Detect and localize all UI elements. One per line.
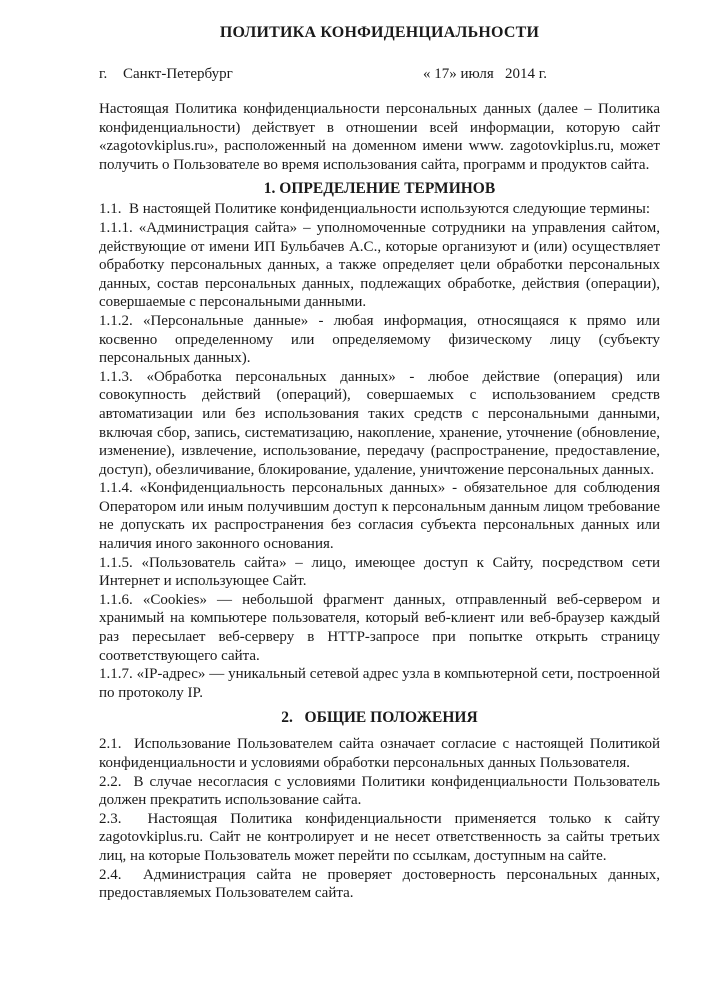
section-heading-general: 2. ОБЩИЕ ПОЛОЖЕНИЯ: [281, 709, 478, 727]
clause-1-1-2: [99, 312, 660, 368]
clause-text: «Администрация сайта» – уполномоченные сотрудники на управления сайтом, действующие от имени ИП Бульбачев А.С., которые организуют и (или) осуществляет обработку персональных данных, а также определяет цели обработки персональных данных, состав персональных данных, подлежащих обработке, действия (операции), совершаемые с персональными данными.: [99, 219, 660, 311]
clause-1-1-7: [99, 665, 660, 702]
clause-1-1-3: [99, 368, 660, 480]
clause-text: Настоящая Политика конфиденциальности применяется только к сайту zagotovkiplus.ru. Сайт не контролирует и не несет ответственность за сайты третьих лиц, на которые Пользователь может перейти по ссылкам, доступным на сайте.: [99, 810, 660, 864]
clause-number: 1.1.7.: [99, 666, 133, 683]
clause-number: 1.1.3.: [99, 368, 133, 385]
clause-2-1: [99, 735, 660, 772]
clause-number: 1.1.5.: [99, 554, 133, 571]
clause-text: В настоящей Политике конфиденциальности используются следующие термины:: [129, 201, 650, 218]
city-name: Санкт-Петербург: [123, 66, 233, 82]
clause-1-1-1: [99, 219, 660, 312]
clause-number: 1.1.: [99, 201, 122, 218]
city-prefix: г.: [99, 66, 108, 82]
clause-text: «Пользователь сайта» – лицо, имеющее доступ к Сайту, посредством сети Интернет и использующее Сайт.: [99, 554, 660, 590]
clause-number: 1.1.4.: [99, 480, 133, 497]
clause-text: «Обработка персональных данных» - любое действие (операция) или совокупность действий (операций), совершаемых с использованием средств автоматизации или без использования таких средств с персональными данными, включая сбор, запись, систематизацию, накопление, хранение, уточнение (обновление, изменение), извлечение, использование, передачу (распространение, предоставление, доступ), обезличивание, блокирование, удаление, уничтожение персональных данных.: [99, 368, 660, 478]
clause-number: 2.1.: [99, 736, 122, 753]
clause-text: «Персональные данные» - любая информация, относящаяся к прямо или косвенно определенному или определяемому физическому лицу (субъекту персональных данных).: [99, 312, 661, 367]
clause-number: 2.3.: [99, 810, 122, 827]
document-date: « 17» июля 2014 г.: [423, 66, 547, 82]
clause-1-1-6: [99, 591, 660, 665]
clause-number: 1.1.2.: [99, 312, 133, 329]
clause-text: «IP-адрес» — уникальный сетевой адрес узла в компьютерной сети, построенной по протоколу IP.: [99, 666, 661, 701]
clause-1-1-4: [99, 479, 660, 553]
clause-1-1: [99, 200, 660, 219]
clause-text: «Cookies» — небольшой фрагмент данных, отправленный веб-сервером и хранимый на компьютере пользователя, который веб-клиент или веб-браузер каждый раз пересылает веб-серверу в HTTP-запросе при попытке открыть страницу соответствующего сайта.: [99, 591, 661, 664]
document-title: ПОЛИТИКА КОНФИДЕНЦИАЛЬНОСТИ: [219, 24, 540, 41]
clause-number: 1.1.1.: [99, 219, 133, 236]
section-heading-definitions: 1. ОПРЕДЕЛЕНИЕ ТЕРМИНОВ: [263, 180, 496, 198]
clause-number: 2.2.: [99, 773, 122, 790]
clause-1-1-5: [99, 554, 660, 591]
intro-paragraph: Настоящая Политика конфиденциальности персональных данных (далее – Политика конфиденциальности) действует в отношении всей информации, которую сайт «zagotovkiplus.ru», расположенный на доменном имени www. zagotovkiplus.ru, может получить о Пользователе во время использования сайта, программ и продуктов сайта.: [99, 101, 660, 173]
clause-text: Использование Пользователем сайта означает согласие с настоящей Политикой конфиденциальности и условиями обработки персональных данных Пользователя.: [99, 736, 660, 771]
clause-2-2: [99, 773, 660, 810]
clause-text: Администрация сайта не проверяет достоверность персональных данных, предоставляемых Пользователем сайта.: [99, 866, 661, 902]
clause-number: 2.4.: [99, 866, 122, 883]
clause-2-4: [99, 866, 660, 903]
clause-text: В случае несогласия с условиями Политики конфиденциальности Пользователь должен прекратить использование сайта.: [99, 773, 660, 809]
clause-text: «Конфиденциальность персональных данных» - обязательное для соблюдения Оператором или иным получившим доступ к персональным данным лицом требование не допускать их распространения без согласия субъекта персональных данных или наличия иного законного основания.: [99, 480, 660, 553]
city: [99, 66, 233, 83]
clause-number: 1.1.6.: [99, 591, 133, 608]
place-date-line: [99, 66, 660, 86]
document-body: [99, 100, 660, 903]
clause-2-3: [99, 810, 660, 866]
